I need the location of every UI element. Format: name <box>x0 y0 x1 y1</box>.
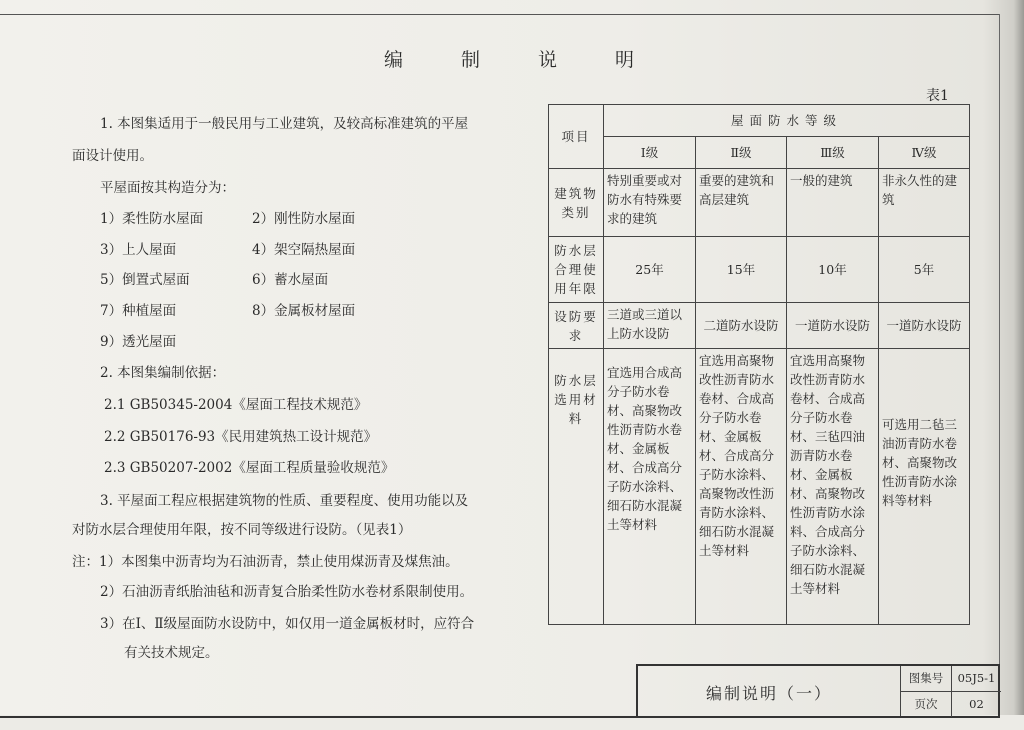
grade-level: Ⅰ级 <box>604 137 696 169</box>
title-block <box>636 664 1000 716</box>
table-cell: 可选用二毡三油沥青防水卷材、高聚物改性沥青防水涂料等材料 <box>879 349 970 625</box>
note-item: 3）在Ⅰ、Ⅱ级屋面防水设防中，如仅用一道金属板材时，应符合 <box>100 616 475 632</box>
type-item: 8）金属板材屋面 <box>252 303 356 319</box>
table-cell: 25年 <box>604 237 696 303</box>
table-row <box>549 349 970 625</box>
sheet-border-right <box>999 14 1000 716</box>
table-label: 表1 <box>926 88 949 104</box>
row-label: 设防要求 <box>549 303 604 349</box>
paragraph-3-line-2: 对防水层合理使用年限，按不同等级进行设防。（见表1） <box>72 522 412 538</box>
atlas-number: 05J5-1 <box>952 666 1001 692</box>
table-cell: 特别重要或对防水有特殊要求的建筑 <box>604 169 696 237</box>
paragraph-basis-intro: 2. 本图集编制依据： <box>100 365 226 381</box>
page-number: 02 <box>969 697 984 711</box>
type-item: 9）透光屋面 <box>100 334 177 350</box>
type-item: 4）架空隔热屋面 <box>252 242 356 258</box>
type-item: 6）蓄水屋面 <box>252 272 329 288</box>
reference-item: 2.1 GB50345-2004《屋面工程技术规范》 <box>104 397 368 413</box>
item-header: 项目 <box>549 105 604 169</box>
table-cell: 10年 <box>787 237 879 303</box>
paragraph-1-line-1: 1. 本图集适用于一般民用与工业建筑，及较高标准建筑的平屋 <box>100 116 469 132</box>
grade-header: 屋面防水等级 <box>604 105 970 137</box>
table-row <box>549 303 970 349</box>
grade-level: Ⅲ级 <box>787 137 879 169</box>
row-label: 防水层选用材料 <box>549 349 604 625</box>
table-header-row <box>549 105 970 137</box>
title-block-grid <box>900 666 1001 716</box>
page-number-label: 页次 <box>901 692 952 717</box>
type-item: 2）刚性防水屋面 <box>252 211 356 227</box>
table-cell: 宜选用合成高分子防水卷材、高聚物改性沥青防水卷材、金属板材、合成高分子防水涂料、细石防水混凝土等材料 <box>604 349 696 625</box>
type-item: 7）种植屋面 <box>100 303 177 319</box>
table-cell: 三道或三道以上防水设防 <box>604 303 696 349</box>
sheet-name: 编制说明（一） <box>705 683 832 703</box>
table-cell: 重要的建筑和高层建筑 <box>696 169 787 237</box>
note-item: 有关技术规定。 <box>124 645 219 661</box>
table-cell: 一般的建筑 <box>787 169 879 237</box>
table-row <box>549 169 970 237</box>
type-item: 5）倒置式屋面 <box>100 272 190 288</box>
sheet-border-top <box>0 14 1000 15</box>
table-cell: 一道防水设防 <box>879 303 970 349</box>
reference-item: 2.2 GB50176-93《民用建筑热工设计规范》 <box>104 429 378 445</box>
note-item: 2）石油沥青纸胎油毡和沥青复合胎柔性防水卷材系限制使用。 <box>100 584 474 600</box>
table-row <box>549 237 970 303</box>
table-cell: 二道防水设防 <box>696 303 787 349</box>
type-item: 1）柔性防水屋面 <box>100 211 204 227</box>
table-cell: 宜选用高聚物改性沥青防水卷材、合成高分子防水卷材、金属板材、合成高分子防水涂料、高聚物改性沥青防水涂料、细石防水混凝土等材料 <box>696 349 787 625</box>
table-cell: 宜选用高聚物改性沥青防水卷材、合成高分子防水卷材、三毡四油沥青防水卷材、金属板材、高聚物改性沥青防水涂料、合成高分子防水涂料、细石防水混凝土等材料 <box>787 349 879 625</box>
paragraph-3-line-1: 3. 平屋面工程应根据建筑物的性质、重要程度、使用功能以及 <box>100 493 469 509</box>
note-item: 注：1）本图集中沥青均为石油沥青，禁止使用煤沥青及煤焦油。 <box>72 554 459 570</box>
table-cell: 5年 <box>879 237 970 303</box>
row-label: 防水层合理使用年限 <box>549 237 604 303</box>
table-cell: 非永久性的建筑 <box>879 169 970 237</box>
row-label: 建筑物类别 <box>549 169 604 237</box>
reference-item: 2.3 GB50207-2002《屋面工程质量验收规范》 <box>104 460 395 476</box>
table-cell: 15年 <box>696 237 787 303</box>
grade-level: Ⅳ级 <box>879 137 970 169</box>
grade-level: Ⅱ级 <box>696 137 787 169</box>
waterproof-grade-table <box>548 104 970 625</box>
paragraph-1-line-2: 面设计使用。 <box>72 148 153 164</box>
atlas-number-label: 图集号 <box>901 666 952 692</box>
grade-level-row <box>549 137 970 169</box>
paragraph-types-intro: 平屋面按其构造分为： <box>100 180 235 196</box>
page-title: 编 制 说 明 <box>383 49 661 71</box>
type-item: 3）上人屋面 <box>100 242 177 258</box>
table-cell: 一道防水设防 <box>787 303 879 349</box>
